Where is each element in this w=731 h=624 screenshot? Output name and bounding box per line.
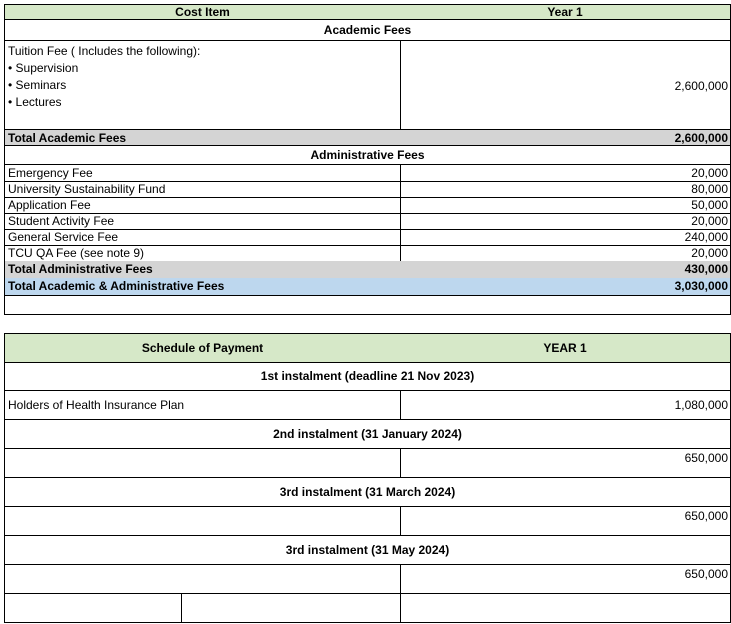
- admin-fee-value: 20,000: [400, 245, 731, 262]
- instalment-row-label: Holders of Health Insurance Plan: [4, 390, 401, 420]
- admin-fee-label: Application Fee: [4, 197, 401, 214]
- admin-fee-value: 240,000: [400, 229, 731, 246]
- header-year-1: Year 1: [400, 4, 731, 20]
- tuition-fee-label: Tuition Fee ( Includes the following):: [8, 44, 201, 58]
- instalment-amount: 650,000: [400, 564, 731, 594]
- instalment-amount: 1,080,000: [400, 390, 731, 420]
- admin-fee-value: 20,000: [400, 213, 731, 230]
- instalment-row-label: [4, 564, 401, 594]
- instalment-amount: 650,000: [400, 506, 731, 536]
- admin-fee-value: 50,000: [400, 197, 731, 214]
- tuition-fee-cell: [4, 41, 401, 130]
- grand-total-label: Total Academic & Administrative Fees: [4, 278, 401, 296]
- total-academic-label: Total Academic Fees: [4, 129, 401, 146]
- admin-fee-label: Emergency Fee: [4, 165, 401, 182]
- header-year-1-schedule: YEAR 1: [400, 333, 731, 363]
- admin-fee-label: General Service Fee: [4, 229, 401, 246]
- instalment-amount: 650,000: [400, 448, 731, 478]
- instalment-title: 3rd instalment (31 May 2024): [4, 535, 731, 565]
- admin-fee-value: 20,000: [400, 165, 731, 182]
- section-administrative-fees: Administrative Fees: [4, 146, 731, 165]
- total-academic-value: 2,600,000: [400, 129, 731, 146]
- empty-cell: [400, 593, 731, 623]
- tuition-item: • Seminars: [8, 78, 67, 92]
- tuition-item: • Supervision: [8, 61, 79, 75]
- instalment-title: 3rd instalment (31 March 2024): [4, 477, 731, 507]
- instalment-title: 2nd instalment (31 January 2024): [4, 419, 731, 449]
- empty-cell: [181, 593, 401, 623]
- admin-fee-label: Student Activity Fee: [4, 213, 401, 230]
- total-administrative-value: 430,000: [400, 261, 731, 279]
- tuition-fee-value: 2,600,000: [400, 41, 731, 130]
- empty-cell: [4, 593, 182, 623]
- instalment-row-label: [4, 506, 401, 536]
- section-academic-fees: Academic Fees: [4, 20, 731, 41]
- admin-fee-value: 80,000: [400, 181, 731, 198]
- total-administrative-label: Total Administrative Fees: [4, 261, 401, 279]
- empty-row: [4, 295, 731, 315]
- instalment-row-label: [4, 448, 401, 478]
- grand-total-value: 3,030,000: [400, 278, 731, 296]
- admin-fee-label: TCU QA Fee (see note 9): [4, 245, 401, 262]
- admin-fee-label: University Sustainability Fund: [4, 181, 401, 198]
- header-cost-item: Cost Item: [4, 4, 401, 20]
- instalment-title: 1st instalment (deadline 21 Nov 2023): [4, 362, 731, 391]
- header-schedule-of-payment: Schedule of Payment: [4, 333, 401, 363]
- tuition-item: • Lectures: [8, 95, 62, 109]
